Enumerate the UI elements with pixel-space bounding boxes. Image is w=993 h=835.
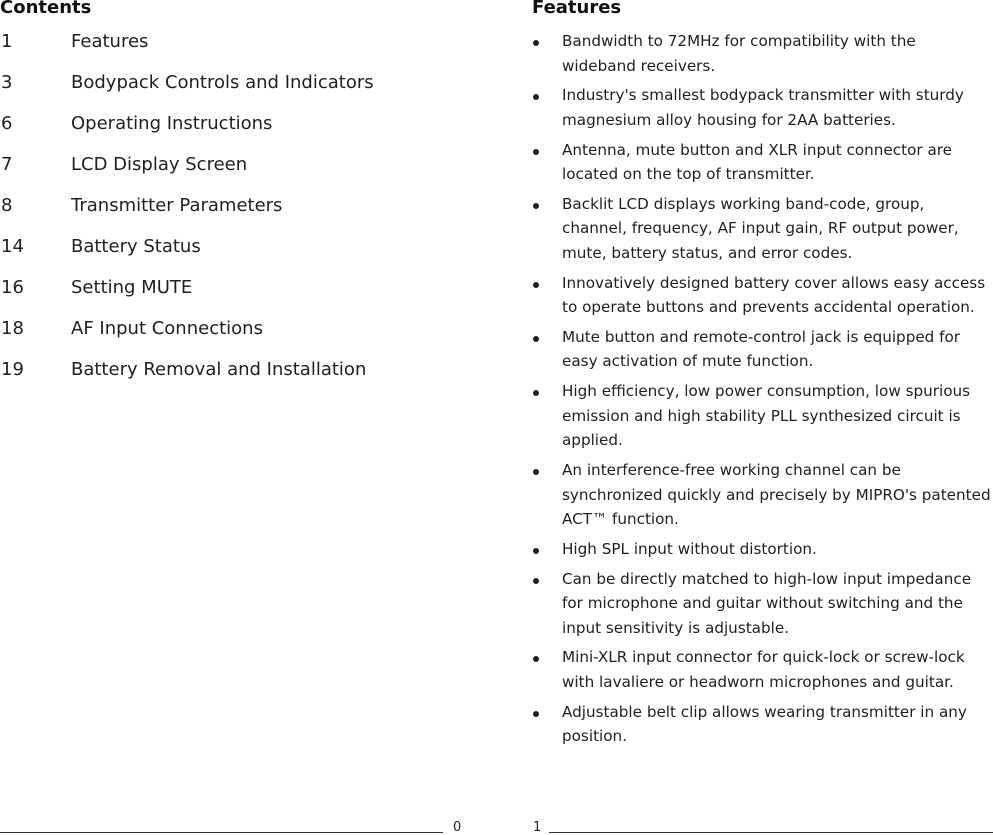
feature-text: Backlit LCD displays working band-code, group, channel, frequency, AF input gain, RF output power, mute, battery status, and error codes. xyxy=(562,194,959,262)
feature-text: Mute button and remote-control jack is equipped for easy activation of mute function. xyxy=(562,327,961,371)
toc-title[interactable]: Bodypack Controls and Indicators xyxy=(71,72,374,93)
feature-text: Antenna, mute button and XLR input connector are located on the top of transmitter. xyxy=(562,140,953,184)
bullet-icon xyxy=(533,203,539,209)
contents-page xyxy=(0,0,470,835)
feature-item xyxy=(532,83,993,132)
toc-title[interactable]: Setting MUTE xyxy=(71,277,193,298)
footer-divider xyxy=(549,832,993,833)
toc-page-number: 3 xyxy=(1,72,13,93)
bullet-icon xyxy=(533,149,539,155)
toc-page-number: 8 xyxy=(1,195,13,216)
toc-page-number: 14 xyxy=(1,236,24,257)
feature-list xyxy=(532,29,993,754)
contents-heading: Contents xyxy=(0,0,92,18)
toc-title[interactable]: Transmitter Parameters xyxy=(71,195,283,216)
toc-page-number: 19 xyxy=(1,359,24,380)
toc-title[interactable]: Battery Status xyxy=(71,236,201,257)
feature-item xyxy=(532,138,993,187)
bullet-icon xyxy=(533,469,539,475)
feature-item xyxy=(532,700,993,749)
feature-text: Mini-XLR input connector for quick-lock or screw-lock with lavaliere or headworn microphones and guitar. xyxy=(562,648,965,691)
feature-text: An interference-free working channel can be synchronized quickly and precisely by MIPRO's patented ACT™ function. xyxy=(562,461,991,529)
bullet-icon xyxy=(533,40,539,46)
page-number: 0 xyxy=(453,820,462,835)
feature-item xyxy=(532,645,993,694)
bullet-icon xyxy=(533,578,539,584)
toc-title[interactable]: Features xyxy=(71,31,149,52)
toc-page-number: 1 xyxy=(1,31,13,52)
toc-page-number: 7 xyxy=(1,154,13,175)
page-number: 1 xyxy=(533,820,542,835)
bullet-icon xyxy=(533,711,539,717)
bullet-icon xyxy=(533,390,539,396)
features-page xyxy=(532,0,993,835)
bullet-icon xyxy=(533,656,539,662)
bullet-icon xyxy=(533,548,539,554)
bullet-icon xyxy=(533,94,539,100)
toc-page-number: 16 xyxy=(1,277,24,298)
bullet-icon xyxy=(533,282,539,288)
feature-item xyxy=(532,458,993,532)
toc-page-number: 6 xyxy=(1,113,13,134)
footer-divider xyxy=(0,832,443,833)
feature-text: Can be directly matched to high-low input impedance for microphone and guitar without switching and the input sensitivity is adjustable. xyxy=(562,569,972,637)
bullet-icon xyxy=(533,336,539,342)
toc-title[interactable]: LCD Display Screen xyxy=(71,154,248,175)
feature-text: High SPL input without distortion. xyxy=(562,539,817,558)
feature-item xyxy=(532,567,993,641)
feature-text: Innovatively designed battery cover allows easy access to operate buttons and prevents accidental operation. xyxy=(562,273,986,317)
toc-title[interactable]: Operating Instructions xyxy=(71,113,273,134)
feature-item xyxy=(532,192,993,266)
feature-item xyxy=(532,29,993,78)
feature-item xyxy=(532,325,993,374)
features-heading: Features xyxy=(532,0,622,18)
feature-text: Adjustable belt clip allows wearing transmitter in any position. xyxy=(562,702,967,746)
feature-item xyxy=(532,379,993,453)
toc-page-number: 18 xyxy=(1,318,24,339)
feature-item xyxy=(532,271,993,320)
feature-text: Industry's smallest bodypack transmitter with sturdy magnesium alloy housing for 2AA batteries. xyxy=(562,86,964,129)
feature-text: Bandwidth to 72MHz for compatibility with the wideband receivers. xyxy=(562,32,916,75)
feature-text: High efficiency, low power consumption, low spurious emission and high stability PLL synthesized circuit is applied. xyxy=(562,382,971,450)
toc-title[interactable]: Battery Removal and Installation xyxy=(71,359,367,380)
feature-item xyxy=(532,537,993,562)
toc-title[interactable]: AF Input Connections xyxy=(71,318,263,339)
